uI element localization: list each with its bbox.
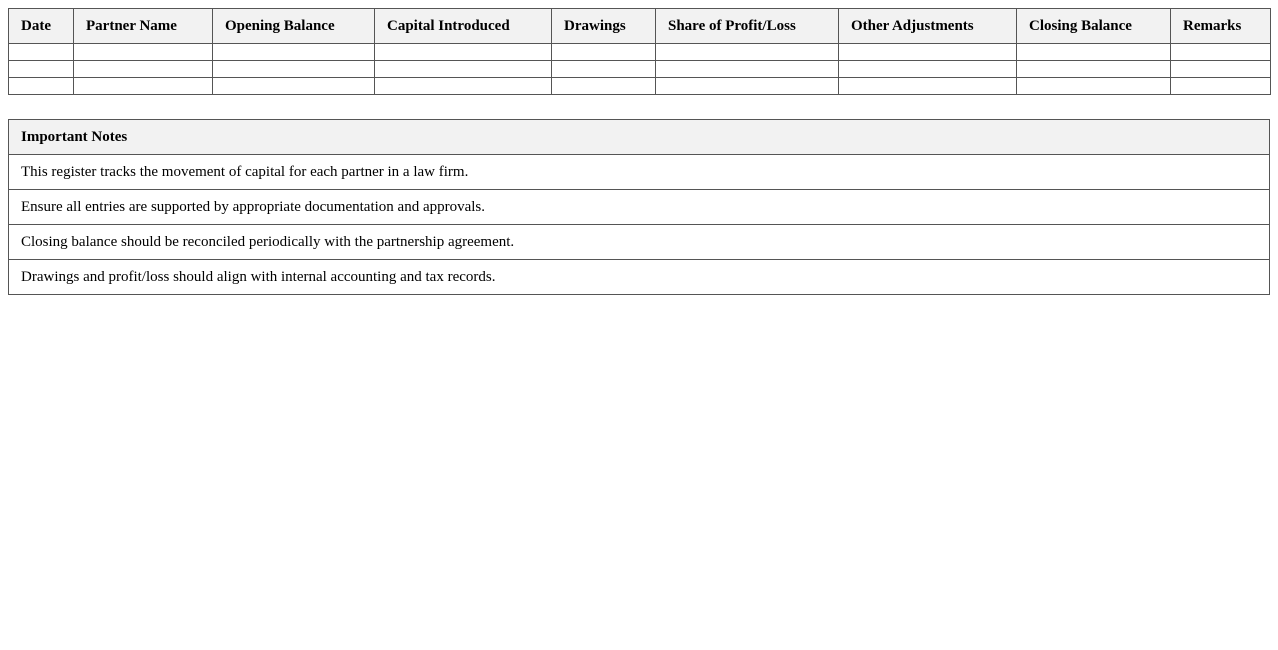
list-item <box>9 225 1270 260</box>
table-cell[interactable] <box>74 78 213 95</box>
table-cell[interactable] <box>656 44 839 61</box>
table-cell[interactable] <box>1017 78 1171 95</box>
table-cell[interactable] <box>213 44 375 61</box>
table-cell[interactable] <box>1171 61 1271 78</box>
list-item <box>9 155 1270 190</box>
table-cell[interactable] <box>552 61 656 78</box>
table-cell[interactable] <box>9 78 74 95</box>
table-cell[interactable] <box>74 44 213 61</box>
table-cell[interactable] <box>74 61 213 78</box>
table-cell[interactable] <box>552 78 656 95</box>
note-text: This register tracks the movement of capital for each partner in a law firm. <box>9 155 1270 190</box>
table-cell[interactable] <box>1171 78 1271 95</box>
table-cell[interactable] <box>375 78 552 95</box>
capital-register-table <box>8 8 1271 95</box>
table-cell[interactable] <box>375 61 552 78</box>
list-item <box>9 190 1270 225</box>
document <box>8 8 1270 295</box>
table-cell[interactable] <box>9 61 74 78</box>
column-header-closing-balance: Closing Balance <box>1017 9 1171 44</box>
list-item <box>9 260 1270 295</box>
table-cell[interactable] <box>656 78 839 95</box>
column-header-drawings: Drawings <box>552 9 656 44</box>
column-header-opening-balance: Opening Balance <box>213 9 375 44</box>
table-cell[interactable] <box>1017 61 1171 78</box>
column-header-remarks: Remarks <box>1171 9 1271 44</box>
column-header-share-of-profit-loss: Share of Profit/Loss <box>656 9 839 44</box>
table-cell[interactable] <box>1171 44 1271 61</box>
notes-heading: Important Notes <box>9 120 1270 155</box>
table-cell[interactable] <box>375 44 552 61</box>
table-row <box>9 61 1271 78</box>
column-header-date: Date <box>9 9 74 44</box>
table-header-row <box>9 9 1271 44</box>
table-cell[interactable] <box>839 78 1017 95</box>
table-cell[interactable] <box>1017 44 1171 61</box>
column-header-other-adjustments: Other Adjustments <box>839 9 1017 44</box>
table-row <box>9 44 1271 61</box>
table-cell[interactable] <box>839 44 1017 61</box>
note-text: Ensure all entries are supported by appropriate documentation and approvals. <box>9 190 1270 225</box>
column-header-capital-introduced: Capital Introduced <box>375 9 552 44</box>
note-text: Drawings and profit/loss should align with internal accounting and tax records. <box>9 260 1270 295</box>
column-header-partner-name: Partner Name <box>74 9 213 44</box>
table-cell[interactable] <box>9 44 74 61</box>
table-cell[interactable] <box>839 61 1017 78</box>
notes-header-row <box>9 120 1270 155</box>
table-cell[interactable] <box>213 78 375 95</box>
table-cell[interactable] <box>552 44 656 61</box>
table-cell[interactable] <box>656 61 839 78</box>
table-cell[interactable] <box>213 61 375 78</box>
table-row <box>9 78 1271 95</box>
note-text: Closing balance should be reconciled periodically with the partnership agreement. <box>9 225 1270 260</box>
important-notes-table <box>8 119 1270 295</box>
